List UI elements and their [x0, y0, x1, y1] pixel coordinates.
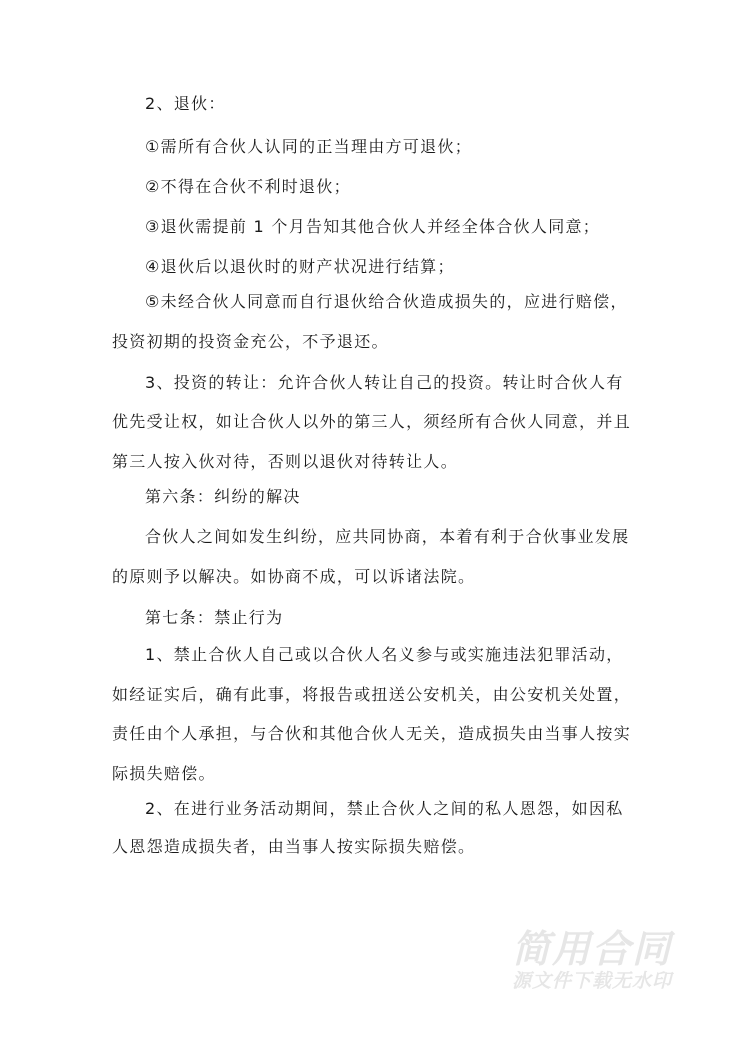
clause-heading-withdrawal: 2、退伙：	[145, 94, 226, 113]
list-item: ②不得在合伙不利时退伙；	[145, 177, 351, 196]
watermark-subtitle: 源文件下载无水印	[512, 970, 673, 992]
paragraph-line: 1、禁止合伙人自己或以合伙人名义参与或实施违法犯罪活动，	[145, 645, 624, 664]
list-item: ⑤未经合伙人同意而自行退伙给合伙造成损失的，应进行赔偿，	[145, 292, 628, 311]
paragraph-line: 际损失赔偿。	[112, 764, 216, 783]
paragraph-line: 优先受让权，如让合伙人以外的第三人，须经所有合伙人同意，并且	[112, 412, 632, 431]
paragraph-line: 3、投资的转让：允许合伙人转让自己的投资。转让时合伙人有	[145, 373, 624, 392]
list-item: ④退伙后以退伙时的财产状况进行结算；	[145, 257, 455, 276]
paragraph-line: 合伙人之间如发生纠纷，应共同协商，本着有利于合伙事业发展	[145, 527, 630, 546]
list-item: ①需所有合伙人认同的正当理由方可退伙；	[145, 137, 473, 156]
paragraph-line: 责任由个人承担，与合伙和其他合伙人无关，造成损失由当事人按实	[112, 724, 632, 743]
paragraph-line: 人恩怨造成损失者，由当事人按实际损失赔偿。	[112, 837, 476, 856]
watermark-title: 简用合同	[512, 927, 673, 971]
article-heading-7: 第七条：禁止行为	[145, 608, 284, 627]
paragraph-line: 投资初期的投资金充公，不予退还。	[112, 332, 389, 351]
list-item: ③退伙需提前 1 个月告知其他合伙人并经全体合伙人同意；	[145, 217, 601, 236]
paragraph-line: 2、在进行业务活动期间，禁止合伙人之间的私人恩怨，如因私	[145, 799, 624, 818]
paragraph-line: 如经证实后，确有此事，将报告或扭送公安机关，由公安机关处置，	[112, 685, 632, 704]
paragraph-line: 第三人按入伙对待，否则以退伙对待转让人。	[112, 452, 459, 471]
article-heading-6: 第六条：纠纷的解决	[145, 487, 301, 506]
paragraph-line: 的原则予以解决。如协商不成，可以诉诸法院。	[112, 567, 476, 586]
